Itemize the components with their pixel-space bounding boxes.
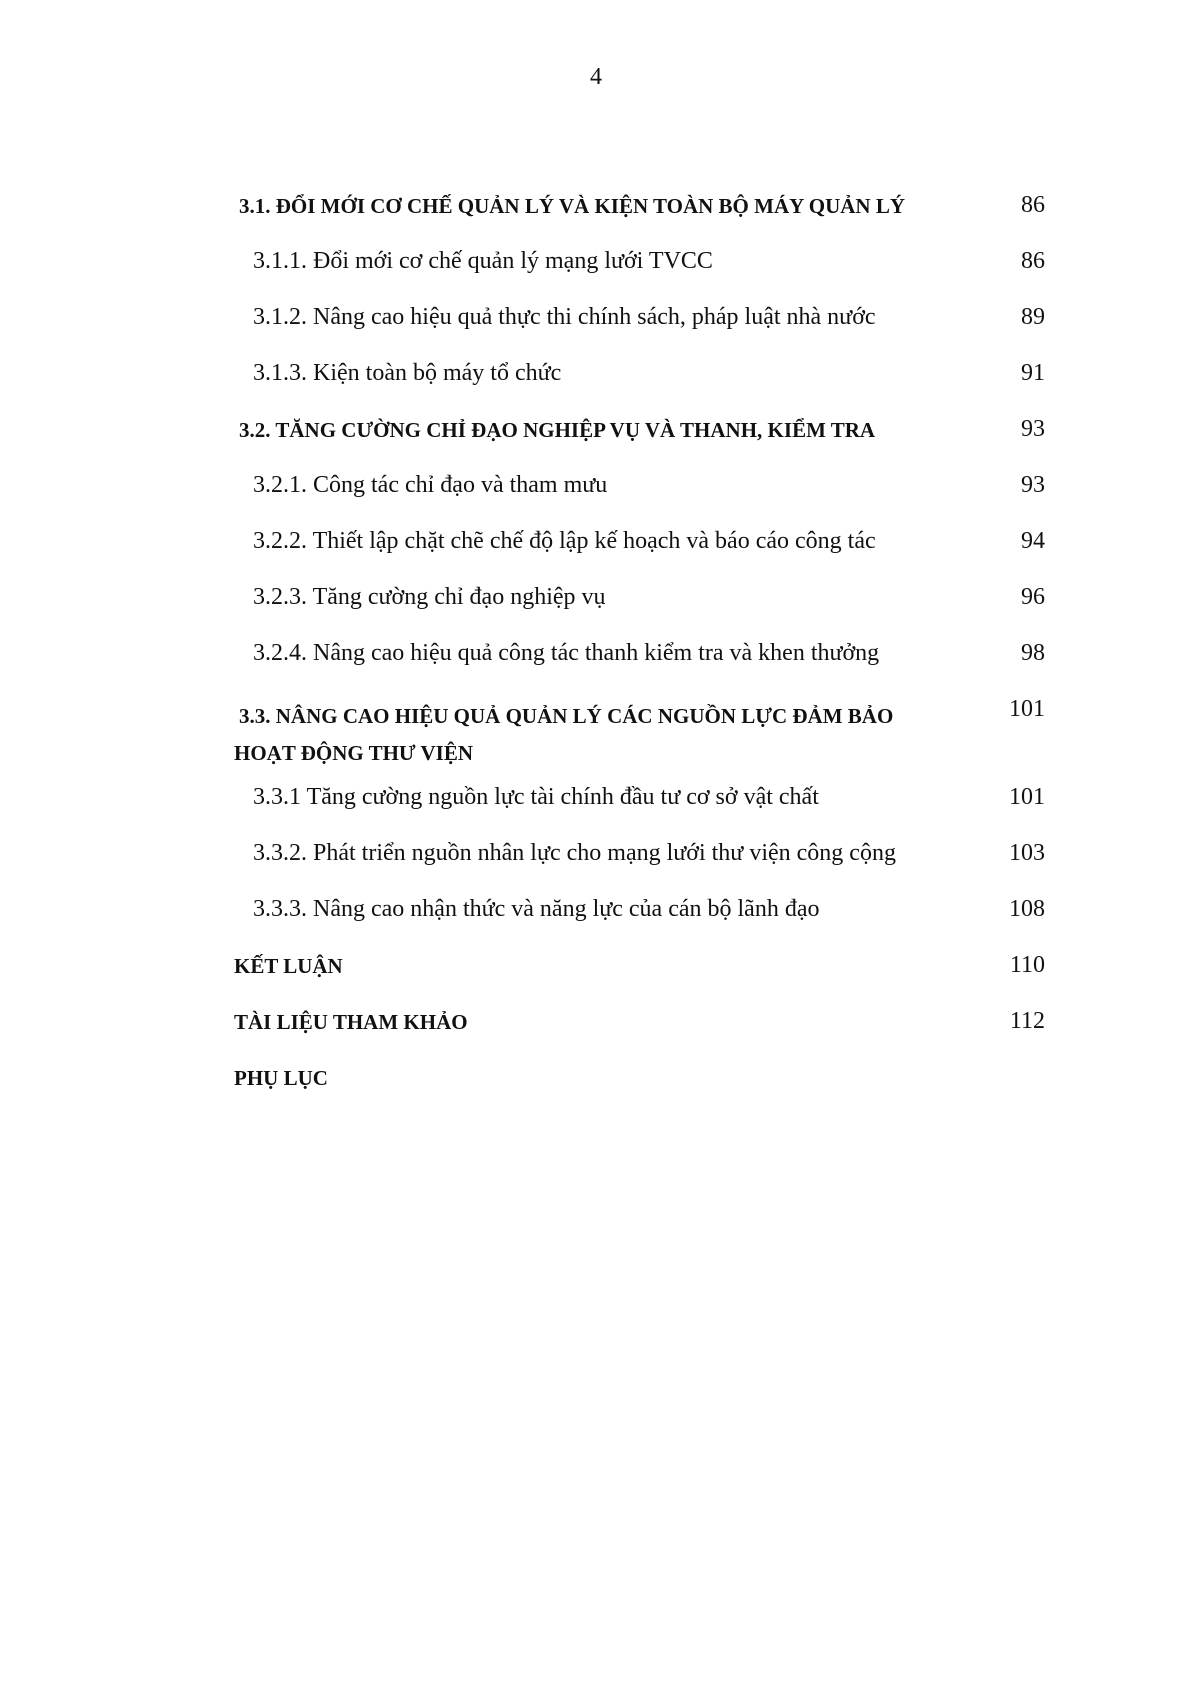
toc-entry-title: 3.1. ĐỔI MỚI CƠ CHẾ QUẢN LÝ VÀ KIỆN TOÀN BỘ MÁY QUẢN LÝ (239, 194, 906, 218)
toc-entry-3-2-3[interactable] (0, 580, 1192, 636)
toc-entry-page: 89 (1021, 304, 1045, 330)
toc-entry-title: 3.2. TĂNG CƯỜNG CHỈ ĐẠO NGHIỆP VỤ VÀ THANH, KIỂM TRA (239, 418, 876, 442)
toc-entry-3-2[interactable] (0, 412, 1192, 468)
toc-entry-page: 110 (1009, 952, 1045, 978)
toc-entry-title: 3.2.1. Công tác chỉ đạo và tham mưu (253, 472, 608, 498)
toc-entry-page: 108 (1009, 896, 1045, 922)
toc-entry-3-3-3[interactable] (0, 892, 1192, 948)
toc-entry-title-line-2: HOẠT ĐỘNG THƯ VIỆN (234, 741, 474, 765)
toc-entry-page: 96 (1021, 584, 1045, 610)
toc-entry-3-2-1[interactable] (0, 468, 1192, 524)
toc-entry-page: 93 (1021, 472, 1045, 498)
toc-entry-page: 86 (1021, 248, 1045, 274)
toc-entry-page: 103 (1009, 840, 1045, 866)
toc-entry-title: KẾT LUẬN (234, 954, 343, 978)
toc-entry-3-1-2[interactable] (0, 300, 1192, 356)
toc-entry-3-1[interactable] (0, 188, 1192, 244)
toc-entry-page: 101 (1009, 696, 1045, 722)
toc-entry-3-1-1[interactable] (0, 244, 1192, 300)
toc-entry-3-1-3[interactable] (0, 356, 1192, 412)
toc-entry-title: PHỤ LỤC (234, 1066, 328, 1090)
toc-entry-title: 3.3.2. Phát triển nguồn nhân lực cho mạng lưới thư viện công cộng (253, 840, 896, 866)
toc-entry-title: 3.3.3. Nâng cao nhận thức và năng lực của cán bộ lãnh đạo (253, 896, 820, 922)
toc-entry-3-3-2[interactable] (0, 836, 1192, 892)
toc-entry-page: 101 (1009, 784, 1045, 810)
toc-entry-title-line-1: 3.3. NÂNG CAO HIỆU QUẢ QUẢN LÝ CÁC NGUỒN LỰC ĐẢM BẢO (239, 704, 894, 728)
toc-entry-title: 3.1.3. Kiện toàn bộ máy tổ chức (253, 360, 562, 386)
toc-entry-page: 98 (1021, 640, 1045, 666)
toc-entry-title: TÀI LIỆU THAM KHẢO (234, 1010, 468, 1034)
toc-entry-title: 3.3.1 Tăng cường nguồn lực tài chính đầu tư cơ sở vật chất (253, 784, 819, 810)
toc-entry-ket-luan[interactable] (0, 948, 1192, 1004)
toc-entry-page: 91 (1021, 360, 1045, 386)
toc-entry-title (234, 698, 893, 772)
toc-entry-title: 3.2.2. Thiết lập chặt chẽ chế độ lập kế hoạch và báo cáo công tác (253, 528, 876, 554)
toc-entry-phu-luc[interactable] (0, 1060, 1192, 1116)
toc-entry-title: 3.2.4. Nâng cao hiệu quả công tác thanh kiểm tra và khen thưởng (253, 640, 880, 666)
toc-entry-tai-lieu-tham-khao[interactable] (0, 1004, 1192, 1060)
toc-entry-page: 94 (1021, 528, 1045, 554)
toc-entry-title: 3.2.3. Tăng cường chỉ đạo nghiệp vụ (253, 584, 606, 610)
toc-entry-3-3[interactable] (0, 692, 1192, 780)
toc-entry-title: 3.1.2. Nâng cao hiệu quả thực thi chính sách, pháp luật nhà nước (253, 304, 876, 330)
toc-entry-3-2-2[interactable] (0, 524, 1192, 580)
toc-entry-page: 86 (1021, 192, 1045, 218)
page-number: 4 (590, 64, 602, 90)
toc-entry-title: 3.1.1. Đổi mới cơ chế quản lý mạng lưới TVCC (253, 248, 713, 274)
toc-entry-page: 93 (1021, 416, 1045, 442)
table-of-contents (0, 188, 1192, 1116)
toc-entry-3-2-4[interactable] (0, 636, 1192, 692)
toc-entry-3-3-1[interactable] (0, 780, 1192, 836)
toc-entry-page: 112 (1009, 1008, 1045, 1034)
